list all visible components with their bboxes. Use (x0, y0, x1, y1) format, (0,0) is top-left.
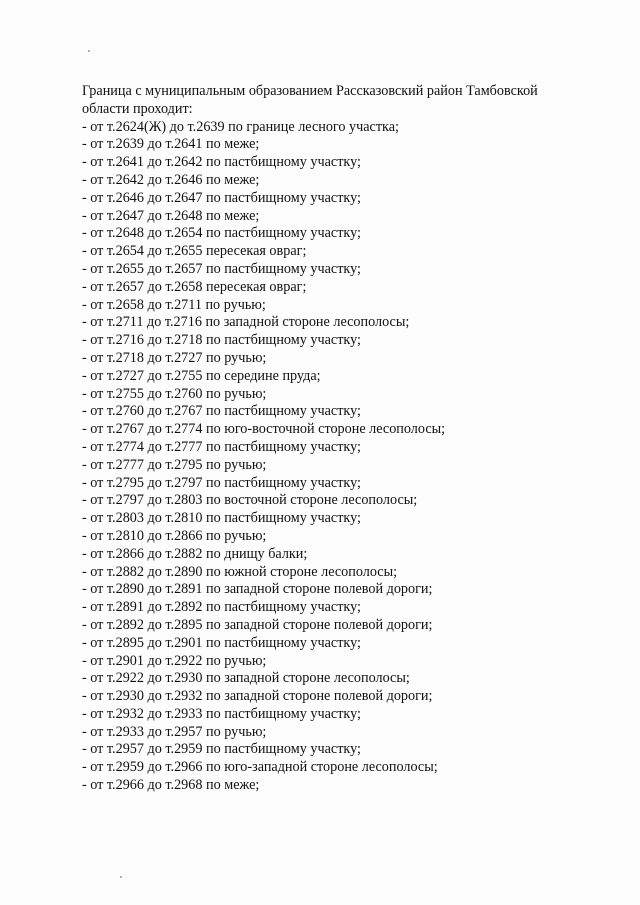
list-item: - от т.2648 до т.2654 по пастбищному участку; (82, 225, 361, 242)
list-item: - от т.2866 до т.2882 по днищу балки; (82, 545, 308, 562)
list-item: - от т.2891 до т.2892 по пастбищному участку; (82, 599, 361, 616)
list-item: - от т.2933 до т.2957 по ручью; (82, 723, 267, 740)
list-item: - от т.2755 до т.2760 по ручью; (82, 385, 267, 402)
list-item: - от т.2901 до т.2922 по ручью; (82, 652, 267, 669)
list-item: - от т.2797 до т.2803 по восточной стороне лесополосы; (82, 492, 418, 509)
list-item: - от т.2716 до т.2718 по пастбищному участку; (82, 332, 361, 349)
list-item: - от т.2767 до т.2774 по юго-восточной стороне лесополосы; (82, 421, 446, 438)
list-item: - от т.2777 до т.2795 по ручью; (82, 456, 267, 473)
list-item: - от т.2890 до т.2891 по западной стороне полевой дороги; (82, 581, 433, 598)
list-item: - от т.2932 до т.2933 по пастбищному участку; (82, 705, 361, 722)
boundary-segment-list (82, 119, 602, 795)
scan-speck (88, 50, 90, 52)
list-item: - от т.2711 до т.2716 по западной стороне лесополосы; (82, 314, 410, 331)
list-item: - от т.2658 до т.2711 по ручью; (82, 296, 266, 313)
list-item: - от т.2966 до т.2968 по меже; (82, 777, 260, 794)
list-item: - от т.2727 до т.2755 по середине пруда; (82, 367, 321, 384)
list-item: - от т.2930 до т.2932 по западной стороне полевой дороги; (82, 688, 433, 705)
list-item: - от т.2810 до т.2866 по ручью; (82, 527, 267, 544)
list-item: - от т.2882 до т.2890 по южной стороне лесополосы; (82, 563, 398, 580)
scan-speck (120, 876, 122, 878)
list-item: - от т.2639 до т.2641 по меже; (82, 136, 260, 153)
list-item: - от т.2641 до т.2642 по пастбищному участку; (82, 154, 361, 171)
list-item: - от т.2655 до т.2657 по пастбищному участку; (82, 260, 361, 277)
list-item: - от т.2957 до т.2959 по пастбищному участку; (82, 741, 361, 758)
list-item: - от т.2760 до т.2767 по пастбищному участку; (82, 403, 361, 420)
list-item: - от т.2895 до т.2901 по пастбищному участку; (82, 634, 361, 651)
list-item: - от т.2795 до т.2797 по пастбищному участку; (82, 474, 361, 491)
list-item: - от т.2892 до т.2895 по западной стороне полевой дороги; (82, 616, 433, 633)
list-item: - от т.2774 до т.2777 по пастбищному участку; (82, 438, 361, 455)
heading-line-2: области проходит: (82, 100, 193, 117)
list-item: - от т.2646 до т.2647 по пастбищному участку; (82, 189, 361, 206)
list-item: - от т.2654 до т.2655 пересекая овраг; (82, 243, 307, 260)
list-item: - от т.2642 до т.2646 по меже; (82, 171, 260, 188)
list-item: - от т.2624(Ж) до т.2639 по границе лесного участка; (82, 118, 399, 135)
list-item: - от т.2718 до т.2727 по ручью; (82, 349, 267, 366)
list-item: - от т.2647 до т.2648 по меже; (82, 207, 260, 224)
list-item: - от т.2922 до т.2930 по западной стороне лесополосы; (82, 670, 410, 687)
boundary-description (82, 83, 602, 795)
list-item: - от т.2959 до т.2966 по юго-западной стороне лесополосы; (82, 759, 438, 776)
heading-line-1: Граница с муниципальным образованием Рассказовский район Тамбовской (82, 83, 538, 99)
list-item: - от т.2803 до т.2810 по пастбищному участку; (82, 510, 361, 527)
list-item: - от т.2657 до т.2658 пересекая овраг; (82, 278, 307, 295)
